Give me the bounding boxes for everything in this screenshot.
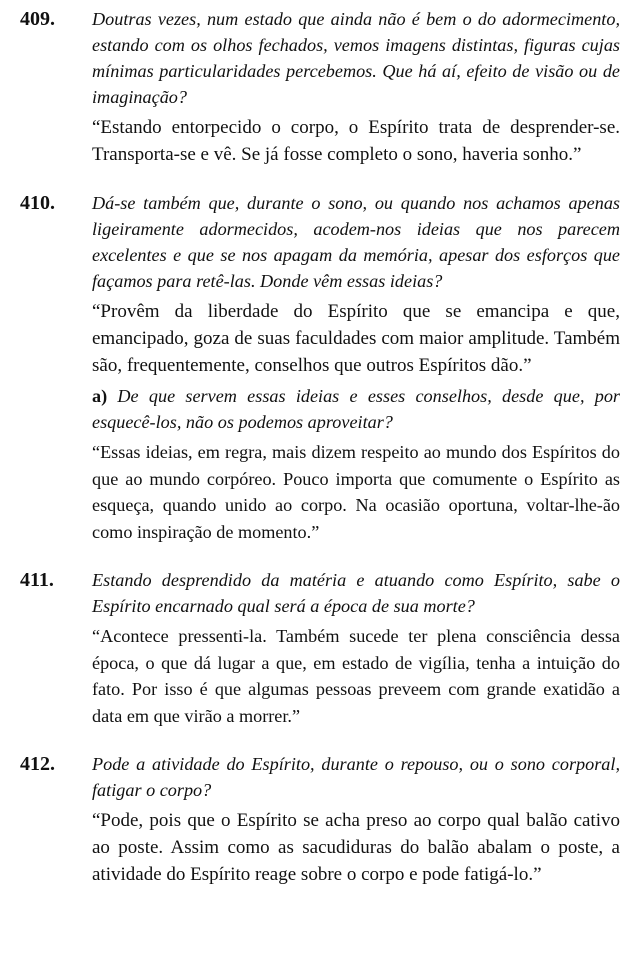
question-number: 409. bbox=[20, 8, 55, 30]
question-body bbox=[92, 751, 620, 888]
sub-question-text: De que servem essas ideias e esses conselhos, desde que, por esquecê-los, não os podemos aproveitar? bbox=[92, 386, 621, 432]
question-item-412 bbox=[20, 751, 620, 888]
question-body bbox=[92, 6, 620, 168]
question-text: Estando desprendido da matéria e atuando como Espírito, sabe o Espírito encarnado qual será a época de sua morte? bbox=[92, 570, 620, 616]
question-item-410 bbox=[20, 190, 620, 545]
question-text: Dá-se também que, durante o sono, ou quando nos achamos apenas ligeiramente adormecidos, acodem-nos ideias que nos parecem excelentes e que se nos apagam da memória, apesar dos esforços que façamos para retê-las. Donde vêm essas ideias? bbox=[92, 193, 620, 291]
question-number: 410. bbox=[20, 192, 55, 214]
question-body bbox=[92, 190, 620, 545]
sub-question bbox=[92, 383, 620, 435]
question-number: 412. bbox=[20, 753, 55, 775]
answer-text: “Provêm da liberdade do Espírito que se emancipa e que, emancipado, goza de suas faculdades com maior amplitude. Também são, frequentemente, conselhos que outros Espíritos dão.” bbox=[92, 301, 620, 376]
question-body bbox=[92, 567, 620, 729]
question-text: Pode a atividade do Espírito, durante o repouso, ou o sono corporal, fatigar o corpo? bbox=[92, 754, 620, 800]
question-item-409 bbox=[20, 6, 620, 168]
answer-text: “Estando entorpecido o corpo, o Espírito trata de desprender-se. Transporta-se e vê. Se já fosse completo o sono, haveria sonho.” bbox=[92, 117, 620, 165]
sub-answer-text: “Essas ideias, em regra, mais dizem respeito ao mundo dos Espíritos do que ao mundo corpóreo. Pouco importa que comumente o Espírito as esqueça, quando unido ao corpo. Na ocasião oportuna, voltar-lhe-ão como inspiração de momento.” bbox=[92, 442, 620, 542]
answer-text: “Acontece pressenti-la. Também sucede ter plena consciência dessa época, o que dá lugar a que, em estado de vigília, tenha a intuição do fato. Por isso é que algumas pessoas preveem com grande exatidão a data em que virão a morrer.” bbox=[92, 626, 620, 726]
answer-text: “Pode, pois que o Espírito se acha preso ao corpo qual balão cativo ao poste. Assim como as sacudiduras do balão abalam o poste, a atividade do Espírito reage sobre o corpo e pode fatigá-lo.” bbox=[92, 810, 620, 885]
question-number: 411. bbox=[20, 569, 54, 591]
question-item-411 bbox=[20, 567, 620, 729]
sub-question-label: a) bbox=[92, 386, 108, 406]
question-text: Doutras vezes, num estado que ainda não é bem o do adormecimento, estando com os olhos fechados, vemos imagens distintas, figuras cujas mínimas particularidades percebemos. Que há aí, efeito de visão ou de imaginação? bbox=[92, 9, 620, 107]
